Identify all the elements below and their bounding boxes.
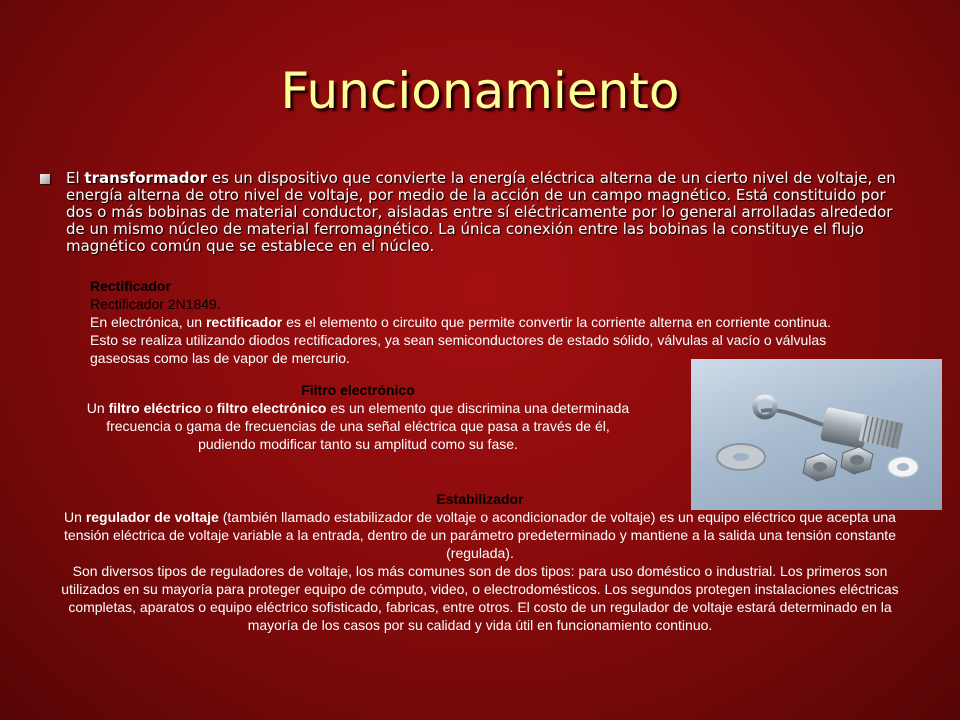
estabilizador-block (60, 490, 900, 634)
filtro-text-3: es un elemento que discrimina una determinada frecuencia o gama de frecuencias de una señal eléctrica que pasa a través de él, pudiendo modificar tanto su amplitud como su fase. (106, 400, 630, 452)
rectificador-model: Rectificador 2N1849. (90, 296, 221, 312)
rectificador-block (90, 277, 850, 367)
rectificador-heading: Rectificador (90, 278, 171, 294)
estabilizador-text-1: Un (64, 509, 86, 525)
filtro-block (78, 381, 638, 453)
transformador-bullet (40, 170, 900, 255)
filtro-keyword-1: filtro eléctrico (108, 400, 202, 416)
rectifier-diode-photo (691, 359, 942, 510)
bullet-keyword-transformador: transformador (84, 169, 208, 187)
square-bullet-icon (40, 174, 50, 184)
transformador-paragraph (66, 170, 900, 255)
estabilizador-paragraph-2: Son diversos tipos de reguladores de voltaje, los más comunes son de dos tipos: para uso doméstico o industrial. Los primeros son utilizados en su mayoría para proteger equipo de cómputo, video, o electrodomésticos. Los segundos protegen instalaciones eléctricas completas, aparatos o equipo eléctrico sofisticado, fabricas, entre otros. El costo de un regulador de voltaje estará determinado en la mayoría de los casos por su calidad y vida útil en funcionamiento continuo. (61, 563, 899, 633)
rectificador-text-2: es el elemento o circuito que permite convertir la corriente alterna en corriente continua. Esto se realiza utilizando diodos rectificadores, ya sean semiconductores de estado sólido, válvulas al vacío o válvulas gaseosas como las de vapor de mercurio. (90, 314, 831, 366)
estabilizador-heading: Estabilizador (436, 491, 524, 507)
rectifier-diode-illustration (691, 359, 942, 510)
bullet-text-1: El (66, 169, 85, 187)
bullet-text-2: es un dispositivo que convierte la energía eléctrica alterna de un cierto nivel de voltaje, en energía alterna de otro nivel de voltaje, por medio de la acción de un campo magnético. Está constituido por dos o más bobinas de material conductor, aisladas entre sí eléctricamente por lo general arrolladas alrededor de un mismo núcleo de material ferromagnético. La única conexión entre las bobinas la constituye el flujo magnético común que se establece en el núcleo. (66, 169, 896, 255)
filtro-text-1: Un (86, 400, 109, 416)
estabilizador-text-2: (también llamado estabilizador de voltaje o acondicionador de voltaje) es un equipo eléctrico que acepta una tensión eléctrica de voltaje variable a la entrada, dentro de un parámetro predeterminado y mantiene a la salida una tensión constante (regulada). (64, 509, 896, 561)
rectificador-text-1: En electrónica, un (90, 314, 206, 330)
slide-title: Funcionamiento (280, 62, 680, 120)
filtro-heading: Filtro electrónico (301, 382, 415, 398)
rectificador-keyword: rectificador (205, 314, 283, 330)
filtro-text-2: o (201, 400, 217, 416)
filtro-paragraph (78, 399, 638, 453)
estabilizador-keyword: regulador de voltaje (85, 509, 219, 525)
estabilizador-paragraph-1 (60, 508, 900, 562)
filtro-keyword-2: filtro electrónico (216, 400, 327, 416)
